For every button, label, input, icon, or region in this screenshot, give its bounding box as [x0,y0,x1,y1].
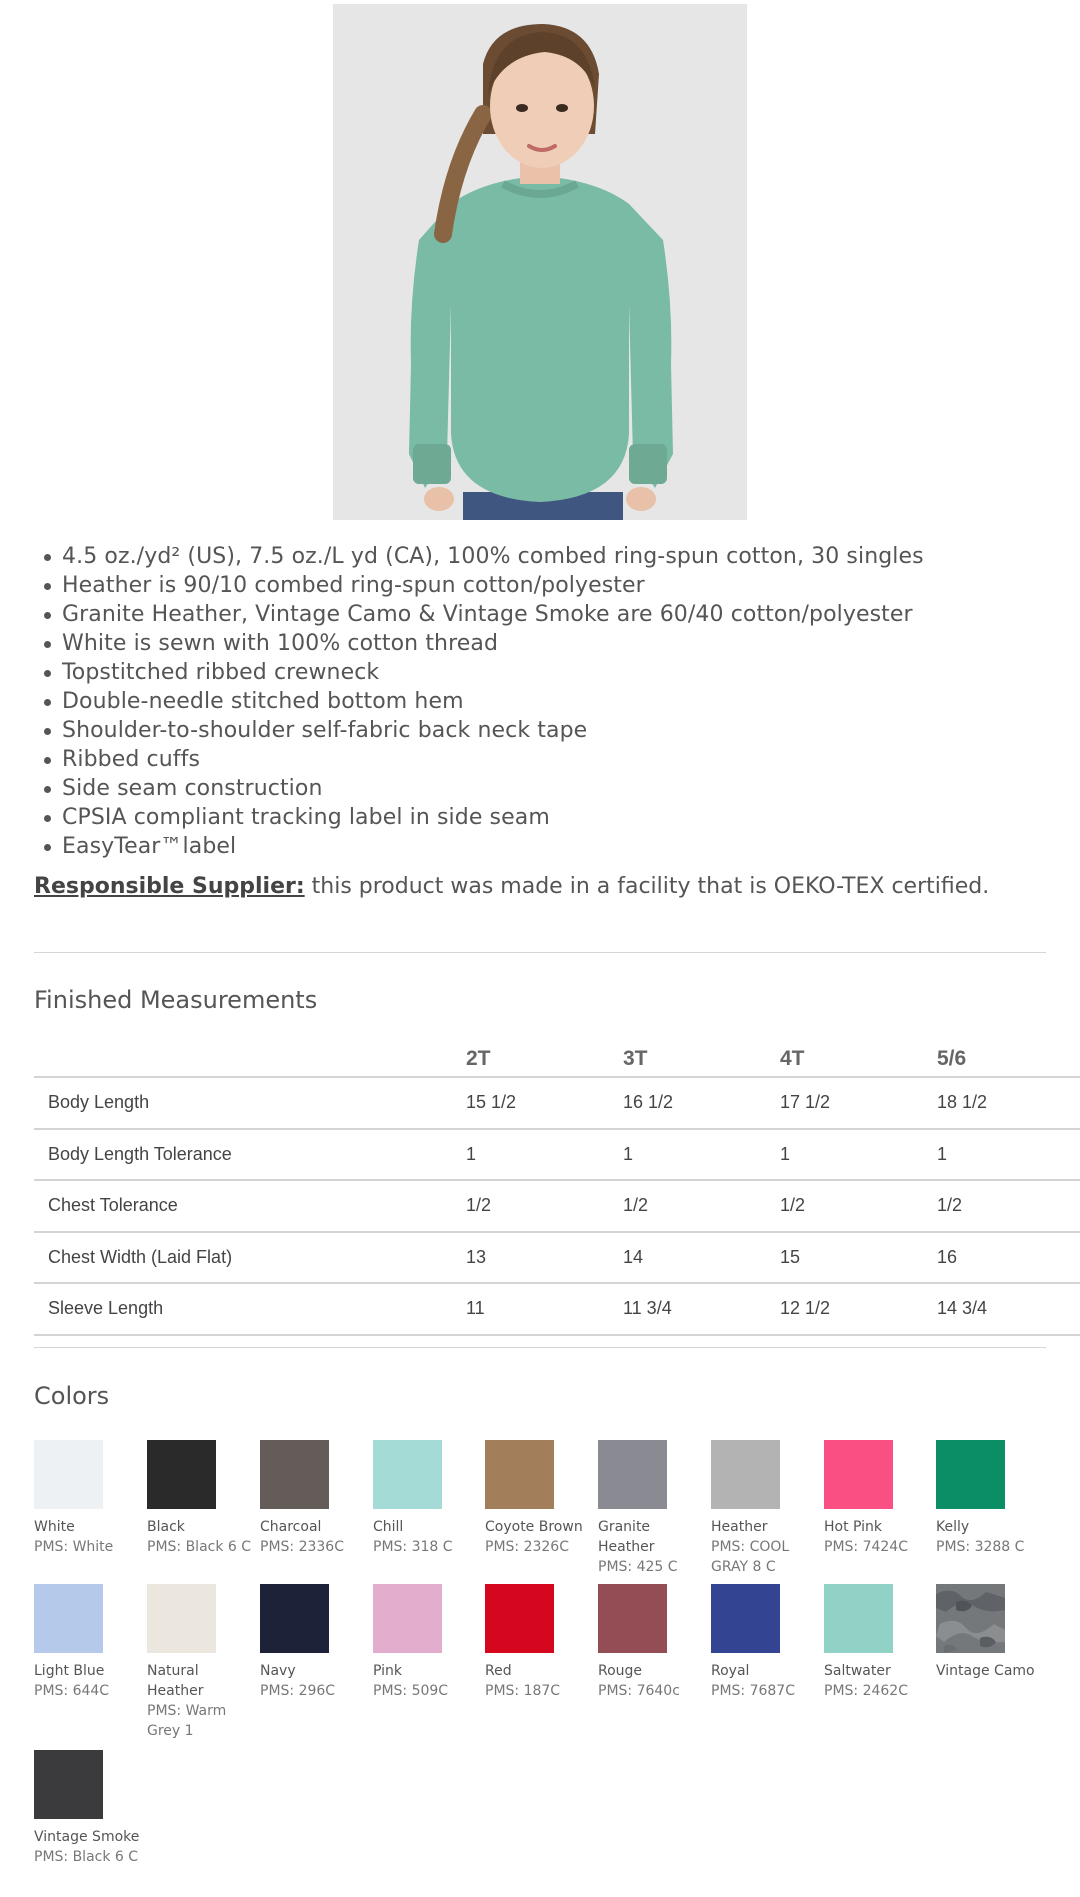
swatch-name: Hot Pink [824,1519,883,1535]
color-swatch-heather[interactable] [711,1440,819,1577]
product-photo [333,4,747,520]
swatch-pms: PMS: 2336C [260,1539,344,1555]
divider [34,1347,1046,1348]
color-swatch-royal[interactable] [711,1584,819,1701]
color-swatch-red[interactable] [485,1584,593,1701]
color-swatch-pink[interactable] [373,1584,481,1701]
color-swatch-rouge[interactable] [598,1584,706,1701]
swatch-name: Coyote Brown [485,1519,583,1535]
color-swatch-coyote-brown[interactable] [485,1440,593,1557]
swatch-name: Black [147,1519,185,1535]
swatch-pms: PMS: White [34,1539,114,1555]
table-cell: 1 [623,1129,780,1181]
color-swatch-granite-heather[interactable] [598,1440,706,1577]
feature-item: Shoulder-to-shoulder self-fabric back neck tape [62,716,1054,745]
swatch-pms: PMS: Black 6 C [147,1539,252,1555]
color-swatch-kelly[interactable] [936,1440,1044,1557]
swatch-pms: PMS: Black 6 C [34,1849,139,1865]
row-label: Sleeve Length [34,1283,466,1335]
table-header-size: 4T [780,1041,937,1077]
color-swatch-charcoal[interactable] [260,1440,368,1557]
swatch-pms: PMS: 296C [260,1683,336,1699]
swatch-chip [936,1440,1005,1509]
table-cell: 1/2 [937,1180,1080,1232]
camo-pattern [936,1584,1005,1653]
table-cell: 15 1/2 [466,1077,623,1129]
table-cell: 17 1/2 [780,1077,937,1129]
swatch-chip [824,1584,893,1653]
swatch-name: Charcoal [260,1519,322,1535]
feature-item: CPSIA compliant tracking label in side seam [62,803,1054,832]
swatch-pms: PMS: 2326C [485,1539,569,1555]
table-row [34,1232,1080,1284]
swatch-pms: PMS: 7424C [824,1539,908,1555]
swatch-pms: PMS: 7640c [598,1683,680,1699]
color-swatch-chill[interactable] [373,1440,481,1557]
feature-item: Side seam construction [62,774,1054,803]
swatch-name: Rouge [598,1663,643,1679]
table-row [34,1077,1080,1129]
swatch-chip [824,1440,893,1509]
swatch-chip [260,1440,329,1509]
swatch-name: Red [485,1663,512,1679]
table-header-row [34,1041,1080,1077]
swatch-chip-camo [936,1584,1005,1653]
swatch-chip [373,1440,442,1509]
feature-item: Heather is 90/10 combed ring-spun cotton/polyester [62,571,1054,600]
swatch-chip [34,1750,103,1819]
swatch-name: Saltwater [824,1663,891,1679]
row-label: Body Length [34,1077,466,1129]
swatch-chip [34,1584,103,1653]
feature-item: Granite Heather, Vintage Camo & Vintage Smoke are 60/40 cotton/polyester [62,600,1054,629]
swatch-pms: PMS: 7687C [711,1683,795,1699]
swatch-pms: PMS: COOL GRAY 8 C [711,1539,790,1575]
swatch-name: Kelly [936,1519,970,1535]
color-swatch-white[interactable] [34,1440,142,1557]
swatch-pms: PMS: 3288 C [936,1539,1025,1555]
color-swatch-light-blue[interactable] [34,1584,142,1701]
table-cell: 13 [466,1232,623,1284]
swatch-name: Light Blue [34,1663,105,1679]
swatch-name: Royal [711,1663,750,1679]
table-cell: 15 [780,1232,937,1284]
table-header-size: 5/6 [937,1041,1080,1077]
responsible-supplier-note [34,872,1054,902]
feature-item: White is sewn with 100% cotton thread [62,629,1054,658]
feature-item: Ribbed cuffs [62,745,1054,774]
swatch-name: Heather [711,1519,768,1535]
swatch-chip [485,1440,554,1509]
swatch-name: White [34,1519,75,1535]
swatch-chip [34,1440,103,1509]
measurements-table [34,1041,1080,1336]
table-cell: 11 [466,1283,623,1335]
table-cell: 14 [623,1232,780,1284]
swatch-chip [485,1584,554,1653]
feature-item: Topstitched ribbed crewneck [62,658,1054,687]
table-row [34,1129,1080,1181]
swatch-chip [598,1440,667,1509]
feature-item: 4.5 oz./yd² (US), 7.5 oz./L yd (CA), 100% combed ring-spun cotton, 30 singles [62,542,1054,571]
row-label: Chest Width (Laid Flat) [34,1232,466,1284]
swatch-chip [260,1584,329,1653]
feature-item: Double-needle stitched bottom hem [62,687,1054,716]
feature-item: EasyTear™label [62,832,1054,861]
swatch-chip [711,1440,780,1509]
table-header-size: 2T [466,1041,623,1077]
swatch-name: Pink [373,1663,403,1679]
table-cell: 14 3/4 [937,1283,1080,1335]
table-header-size: 3T [623,1041,780,1077]
swatch-pms: PMS: 644C [34,1683,110,1699]
color-swatch-hot-pink[interactable] [824,1440,932,1557]
swatch-chip [711,1584,780,1653]
color-swatch-navy[interactable] [260,1584,368,1701]
table-cell: 1/2 [780,1180,937,1232]
color-swatch-black[interactable] [147,1440,255,1557]
swatch-pms: PMS: 425 C [598,1559,678,1575]
table-header-empty [34,1041,466,1077]
table-cell: 11 3/4 [623,1283,780,1335]
measurements-title: Finished Measurements [34,986,318,1014]
table-row [34,1283,1080,1335]
swatch-chip [147,1584,216,1653]
swatch-chip [147,1440,216,1509]
responsible-supplier-text: this product was made in a facility that is OEKO-TEX certified. [304,874,990,899]
table-cell: 18 1/2 [937,1077,1080,1129]
table-cell: 12 1/2 [780,1283,937,1335]
table-cell: 1 [937,1129,1080,1181]
child-in-long-sleeve-tee-image [333,4,747,520]
table-cell: 1/2 [623,1180,780,1232]
swatch-pms: PMS: 187C [485,1683,561,1699]
table-cell: 16 1/2 [623,1077,780,1129]
divider [34,952,1046,953]
color-swatch-natural-heather[interactable] [147,1584,255,1741]
swatch-name: Chill [373,1519,404,1535]
feature-list [34,542,1054,861]
swatch-pms: PMS: 318 C [373,1539,453,1555]
responsible-supplier-label: Responsible Supplier: [34,874,305,899]
table-cell: 1/2 [466,1180,623,1232]
swatch-pms: PMS: 2462C [824,1683,908,1699]
swatch-pms: PMS: 509C [373,1683,449,1699]
swatch-name: Granite Heather [598,1519,655,1555]
row-label: Body Length Tolerance [34,1129,466,1181]
swatch-name: Vintage Smoke [34,1829,140,1845]
color-swatch-saltwater[interactable] [824,1584,932,1701]
row-label: Chest Tolerance [34,1180,466,1232]
colors-title: Colors [34,1382,110,1410]
swatch-pms: PMS: Warm Grey 1 [147,1703,227,1739]
color-swatch-vintage-camo[interactable] [936,1584,1044,1681]
table-cell: 1 [466,1129,623,1181]
swatch-name: Navy [260,1663,296,1679]
swatch-chip [598,1584,667,1653]
swatch-name: Vintage Camo [936,1663,1035,1679]
table-row [34,1180,1080,1232]
swatch-name: Natural Heather [147,1663,204,1699]
table-cell: 1 [780,1129,937,1181]
color-swatch-vintage-smoke[interactable] [34,1750,142,1867]
swatch-chip [373,1584,442,1653]
table-cell: 16 [937,1232,1080,1284]
